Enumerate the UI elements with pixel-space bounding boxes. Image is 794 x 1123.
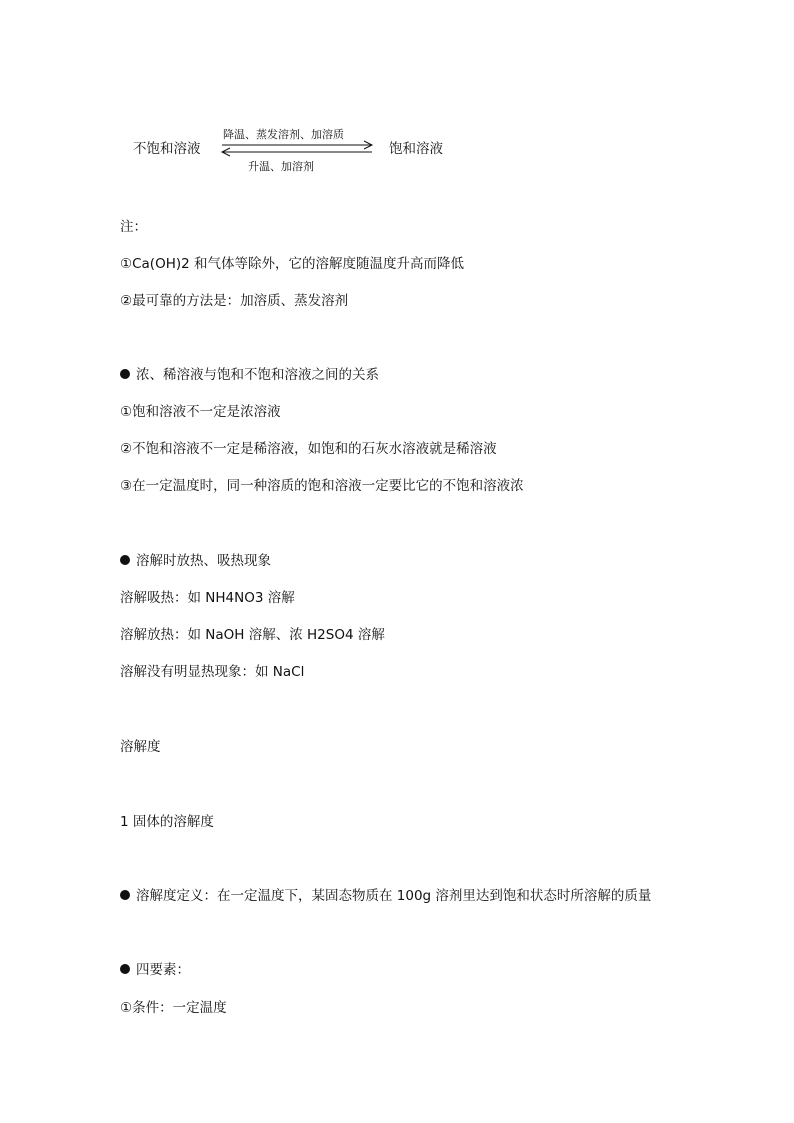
heat-item-1: 溶解吸热：如 NH4NO3 溶解 xyxy=(120,590,295,606)
solubility-title: 溶解度 xyxy=(120,739,161,755)
bullet-icon xyxy=(120,555,130,565)
forward-condition-label: 降温、蒸发溶剂、加溶质 xyxy=(223,128,344,141)
four-elements-text: 四要素： xyxy=(136,962,190,978)
heat-heading xyxy=(120,552,271,570)
relation-item-1: ①饱和溶液不一定是浓溶液 xyxy=(120,404,281,420)
relation-item-2: ②不饱和溶液不一定是稀溶液，如饱和的石灰水溶液就是稀溶液 xyxy=(120,441,497,457)
backward-condition-label: 升温、加溶剂 xyxy=(248,160,314,173)
condition-item: ①条件：一定温度 xyxy=(120,1000,227,1016)
relation-heading xyxy=(120,366,379,384)
heat-item-2: 溶解放热：如 NaOH 溶解、浓 H2SO4 溶解 xyxy=(120,627,385,643)
solubility-definition xyxy=(120,887,651,905)
notes-heading: 注： xyxy=(120,219,147,235)
bullet-icon xyxy=(120,890,130,900)
heat-item-3: 溶解没有明显热现象：如 NaCl xyxy=(120,664,305,680)
four-elements-heading xyxy=(120,961,190,979)
relation-heading-text: 浓、稀溶液与饱和不饱和溶液之间的关系 xyxy=(136,367,379,383)
note-item-2: ②最可靠的方法是：加溶质、蒸发溶剂 xyxy=(120,293,349,309)
solubility-definition-text: 溶解度定义：在一定温度下，某固态物质在 100g 溶剂里达到饱和状态时所溶解的质量 xyxy=(136,888,652,904)
solid-solubility-subtitle: 1 固体的溶解度 xyxy=(120,814,214,830)
heat-heading-text: 溶解时放热、吸热现象 xyxy=(136,553,271,569)
saturation-conversion-diagram xyxy=(130,120,460,180)
note-item-1: ①Ca(OH)2 和气体等除外，它的溶解度随温度升高而降低 xyxy=(120,256,464,272)
bullet-icon xyxy=(120,369,130,379)
bullet-icon xyxy=(120,964,130,974)
unsaturated-solution-node: 不饱和溶液 xyxy=(133,141,201,157)
relation-item-3: ③在一定温度时，同一种溶质的饱和溶液一定要比它的不饱和溶液浓 xyxy=(120,478,524,494)
saturated-solution-node: 饱和溶液 xyxy=(389,141,443,157)
